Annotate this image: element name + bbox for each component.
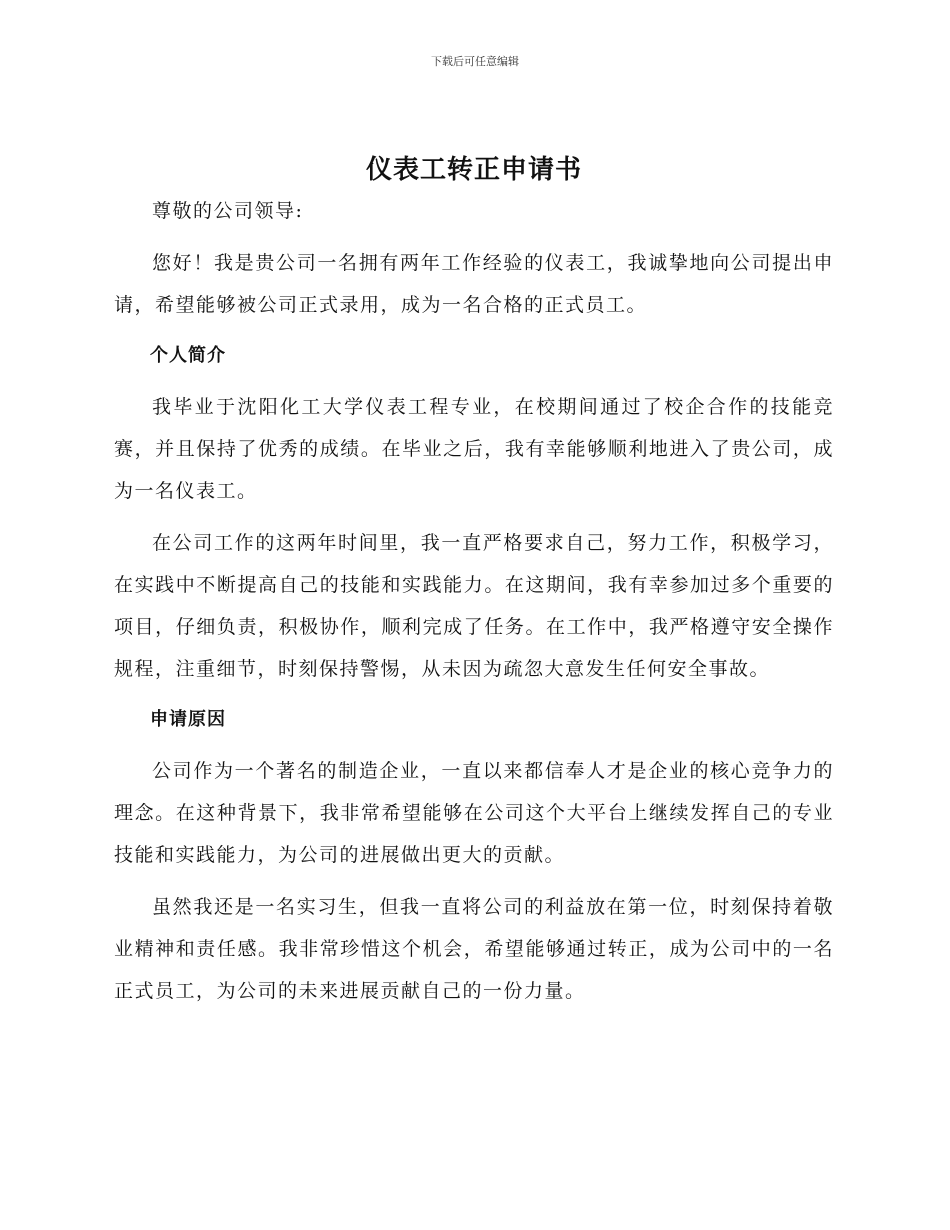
profile-paragraph-2: 在公司工作的这两年时间里，我一直严格要求自己，努力工作，积极学习，在实践中不断提高自己的技能和实践能力。在这期间，我有幸参加过多个重要的项目，仔细负责，积极协作，顺利完成了任务。在工作中，我严格遵守安全操作规程，注重细节，时刻保持警惕，从未因为疏忽大意发生任何安全事故。 [114, 532, 834, 680]
document-title: 仪表工转正申请书 [365, 155, 582, 185]
document-body [114, 150, 834, 1012]
intro-paragraph: 您好！我是贵公司一名拥有两年工作经验的仪表工，我诚挚地向公司提出申请，希望能够被公司正式录用，成为一名合格的正式员工。 [114, 252, 834, 316]
salutation: 尊敬的公司领导: [152, 200, 304, 222]
reason-paragraph-1: 公司作为一个著名的制造企业，一直以来都信奉人才是企业的核心竞争力的理念。在这种背景下，我非常希望能够在公司这个大平台上继续发挥自己的专业技能和实践能力，为公司的进展做出更大的贡献。 [114, 760, 834, 866]
profile-paragraph-1: 我毕业于沈阳化工大学仪表工程专业，在校期间通过了校企合作的技能竞赛，并且保持了优秀的成绩。在毕业之后，我有幸能够顺利地进入了贵公司，成为一名仪表工。 [114, 396, 834, 502]
section-heading-profile: 个人简介 [150, 345, 226, 366]
section-heading-reason: 申请原因 [150, 709, 226, 730]
reason-paragraph-2: 虽然我还是一名实习生，但我一直将公司的利益放在第一位，时刻保持着敬业精神和责任感。我非常珍惜这个机会，希望能够通过转正，成为公司中的一名正式员工，为公司的未来进展贡献自己的一份力量。 [114, 896, 834, 1002]
page-header-note: 下载后可任意编辑 [431, 55, 519, 68]
